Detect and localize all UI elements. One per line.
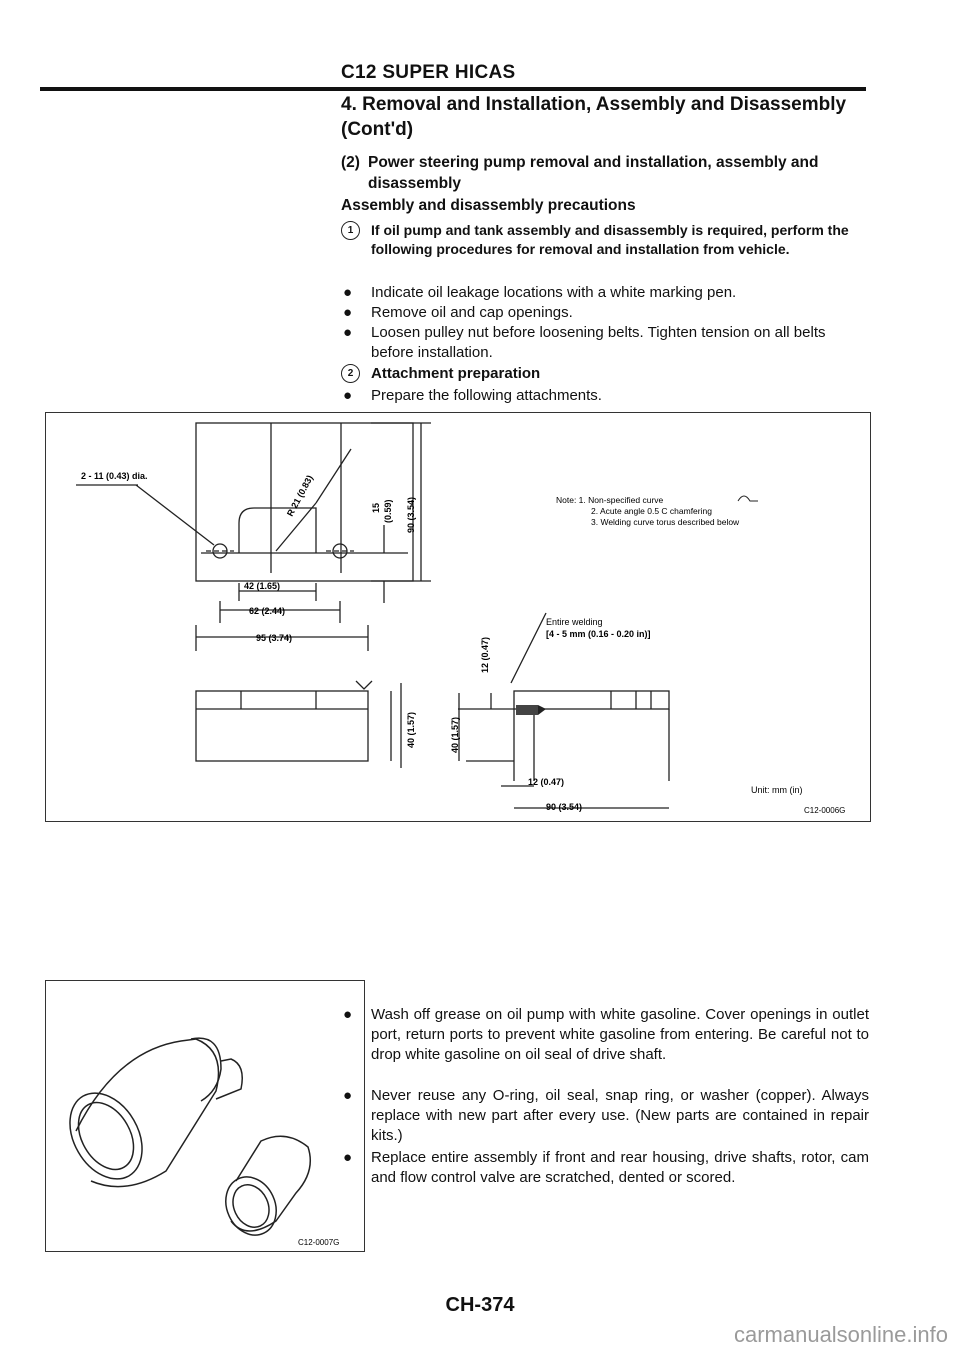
dim-15-label: 15 [371, 502, 381, 513]
bullet-icon: ● [343, 324, 353, 341]
dim-90-vertical-label: 90 (3.54) [406, 496, 416, 533]
dim-12-horizontal-label: 12 (0.47) [528, 777, 565, 787]
bullet-icon: ● [343, 284, 353, 301]
weld-range: [4 - 5 mm (0.16 - 0.20 in)] [546, 629, 651, 639]
bullet-icon: ● [343, 304, 353, 321]
dim-40-side-label: 40 (1.57) [406, 711, 416, 748]
step-2 [341, 364, 866, 383]
list-item [341, 303, 869, 323]
list-item-text: Wash off grease on oil pump with white gasoline. Cover openings in outlet port, return ports to prevent white gasoline from entering. Be careful not to drop white gasoline on oil seal of drive shaft. [371, 1006, 869, 1063]
dim-42-label: 42 (1.65) [244, 581, 281, 591]
page-title: 4. Removal and Installation, Assembly and Disassembly (Cont'd) [341, 94, 847, 140]
illustration-code: C12-0007G [298, 1238, 340, 1247]
list-item-text: Replace entire assembly if front and rear housing, drive shafts, rotor, cam and flow control valve are scratched, dented or scored. [371, 1149, 869, 1186]
subsection-number: (2) [341, 154, 360, 171]
subsection-title [341, 152, 861, 194]
radius-label: R 21 (0.83) [284, 473, 315, 518]
list-item-text: Indicate oil leakage locations with a white marking pen. [371, 284, 737, 301]
page-number: CH-374 [445, 1294, 515, 1316]
list-item [341, 1005, 869, 1065]
dim-059-label: (0.59) [383, 499, 393, 523]
list-item [341, 1086, 869, 1146]
precautions-heading: Assembly and disassembly precautions [341, 197, 636, 214]
unit-label: Unit: mm (in) [751, 785, 803, 795]
list-item [341, 386, 869, 406]
step-1 [341, 221, 866, 259]
weld-label: Entire welding [546, 617, 603, 627]
list-item [341, 283, 869, 303]
circled-number-2-icon: 2 [341, 364, 360, 383]
list-item-text: Prepare the following attachments. [371, 387, 602, 404]
list-item [341, 323, 869, 363]
bullet-icon: ● [343, 1006, 353, 1023]
figure-code: C12-0006G [804, 806, 846, 815]
dim-90-horizontal-label: 90 (3.54) [546, 802, 583, 812]
bullet-icon: ● [343, 1087, 353, 1104]
step-1-text: If oil pump and tank assembly and disassembly is required, perform the following procedures for removal and installation from vehicle. [371, 222, 849, 257]
circled-number-1-icon: 1 [341, 221, 360, 240]
attachment-illustration-svg [46, 981, 366, 1253]
header-rule [40, 87, 866, 91]
attachment-illustration [45, 980, 365, 1252]
dim-95-label: 95 (3.74) [256, 633, 293, 643]
attachment-drawing [45, 412, 871, 822]
watermark: carmanualsonline.info [733, 1322, 948, 1347]
hole-diameter-label: 2 - 11 (0.43) dia. [81, 471, 148, 481]
list-item-text: Loosen pulley nut before loosening belts. Tighten tension on all belts before installation. [371, 324, 826, 361]
bullet-icon: ● [343, 1149, 353, 1166]
dim-12-vertical-label: 12 (0.47) [480, 636, 490, 673]
note-3: 3. Welding curve torus described below [591, 517, 740, 527]
curve-symbol-icon [738, 496, 758, 501]
step-2-text: Attachment preparation [371, 365, 541, 382]
attachment-drawing-svg [46, 413, 872, 823]
dim-62-label: 62 (2.44) [249, 606, 286, 616]
dim-40-detail-label: 40 (1.57) [450, 716, 460, 753]
bullet-icon: ● [343, 387, 353, 404]
subsection-text: Power steering pump removal and installation, assembly and disassembly [368, 154, 819, 192]
list-item-text: Never reuse any O-ring, oil seal, snap ring, or washer (copper). Always replace with new part after every use. (New parts are contained in repair kits.) [371, 1087, 869, 1144]
list-item [341, 1148, 869, 1188]
section-title: C12 SUPER HICAS [341, 62, 516, 83]
list-item-text: Remove oil and cap openings. [371, 304, 573, 321]
note-2: 2. Acute angle 0.5 C chamfering [591, 506, 712, 516]
note-1: Note: 1. Non-specified curve [556, 495, 664, 505]
